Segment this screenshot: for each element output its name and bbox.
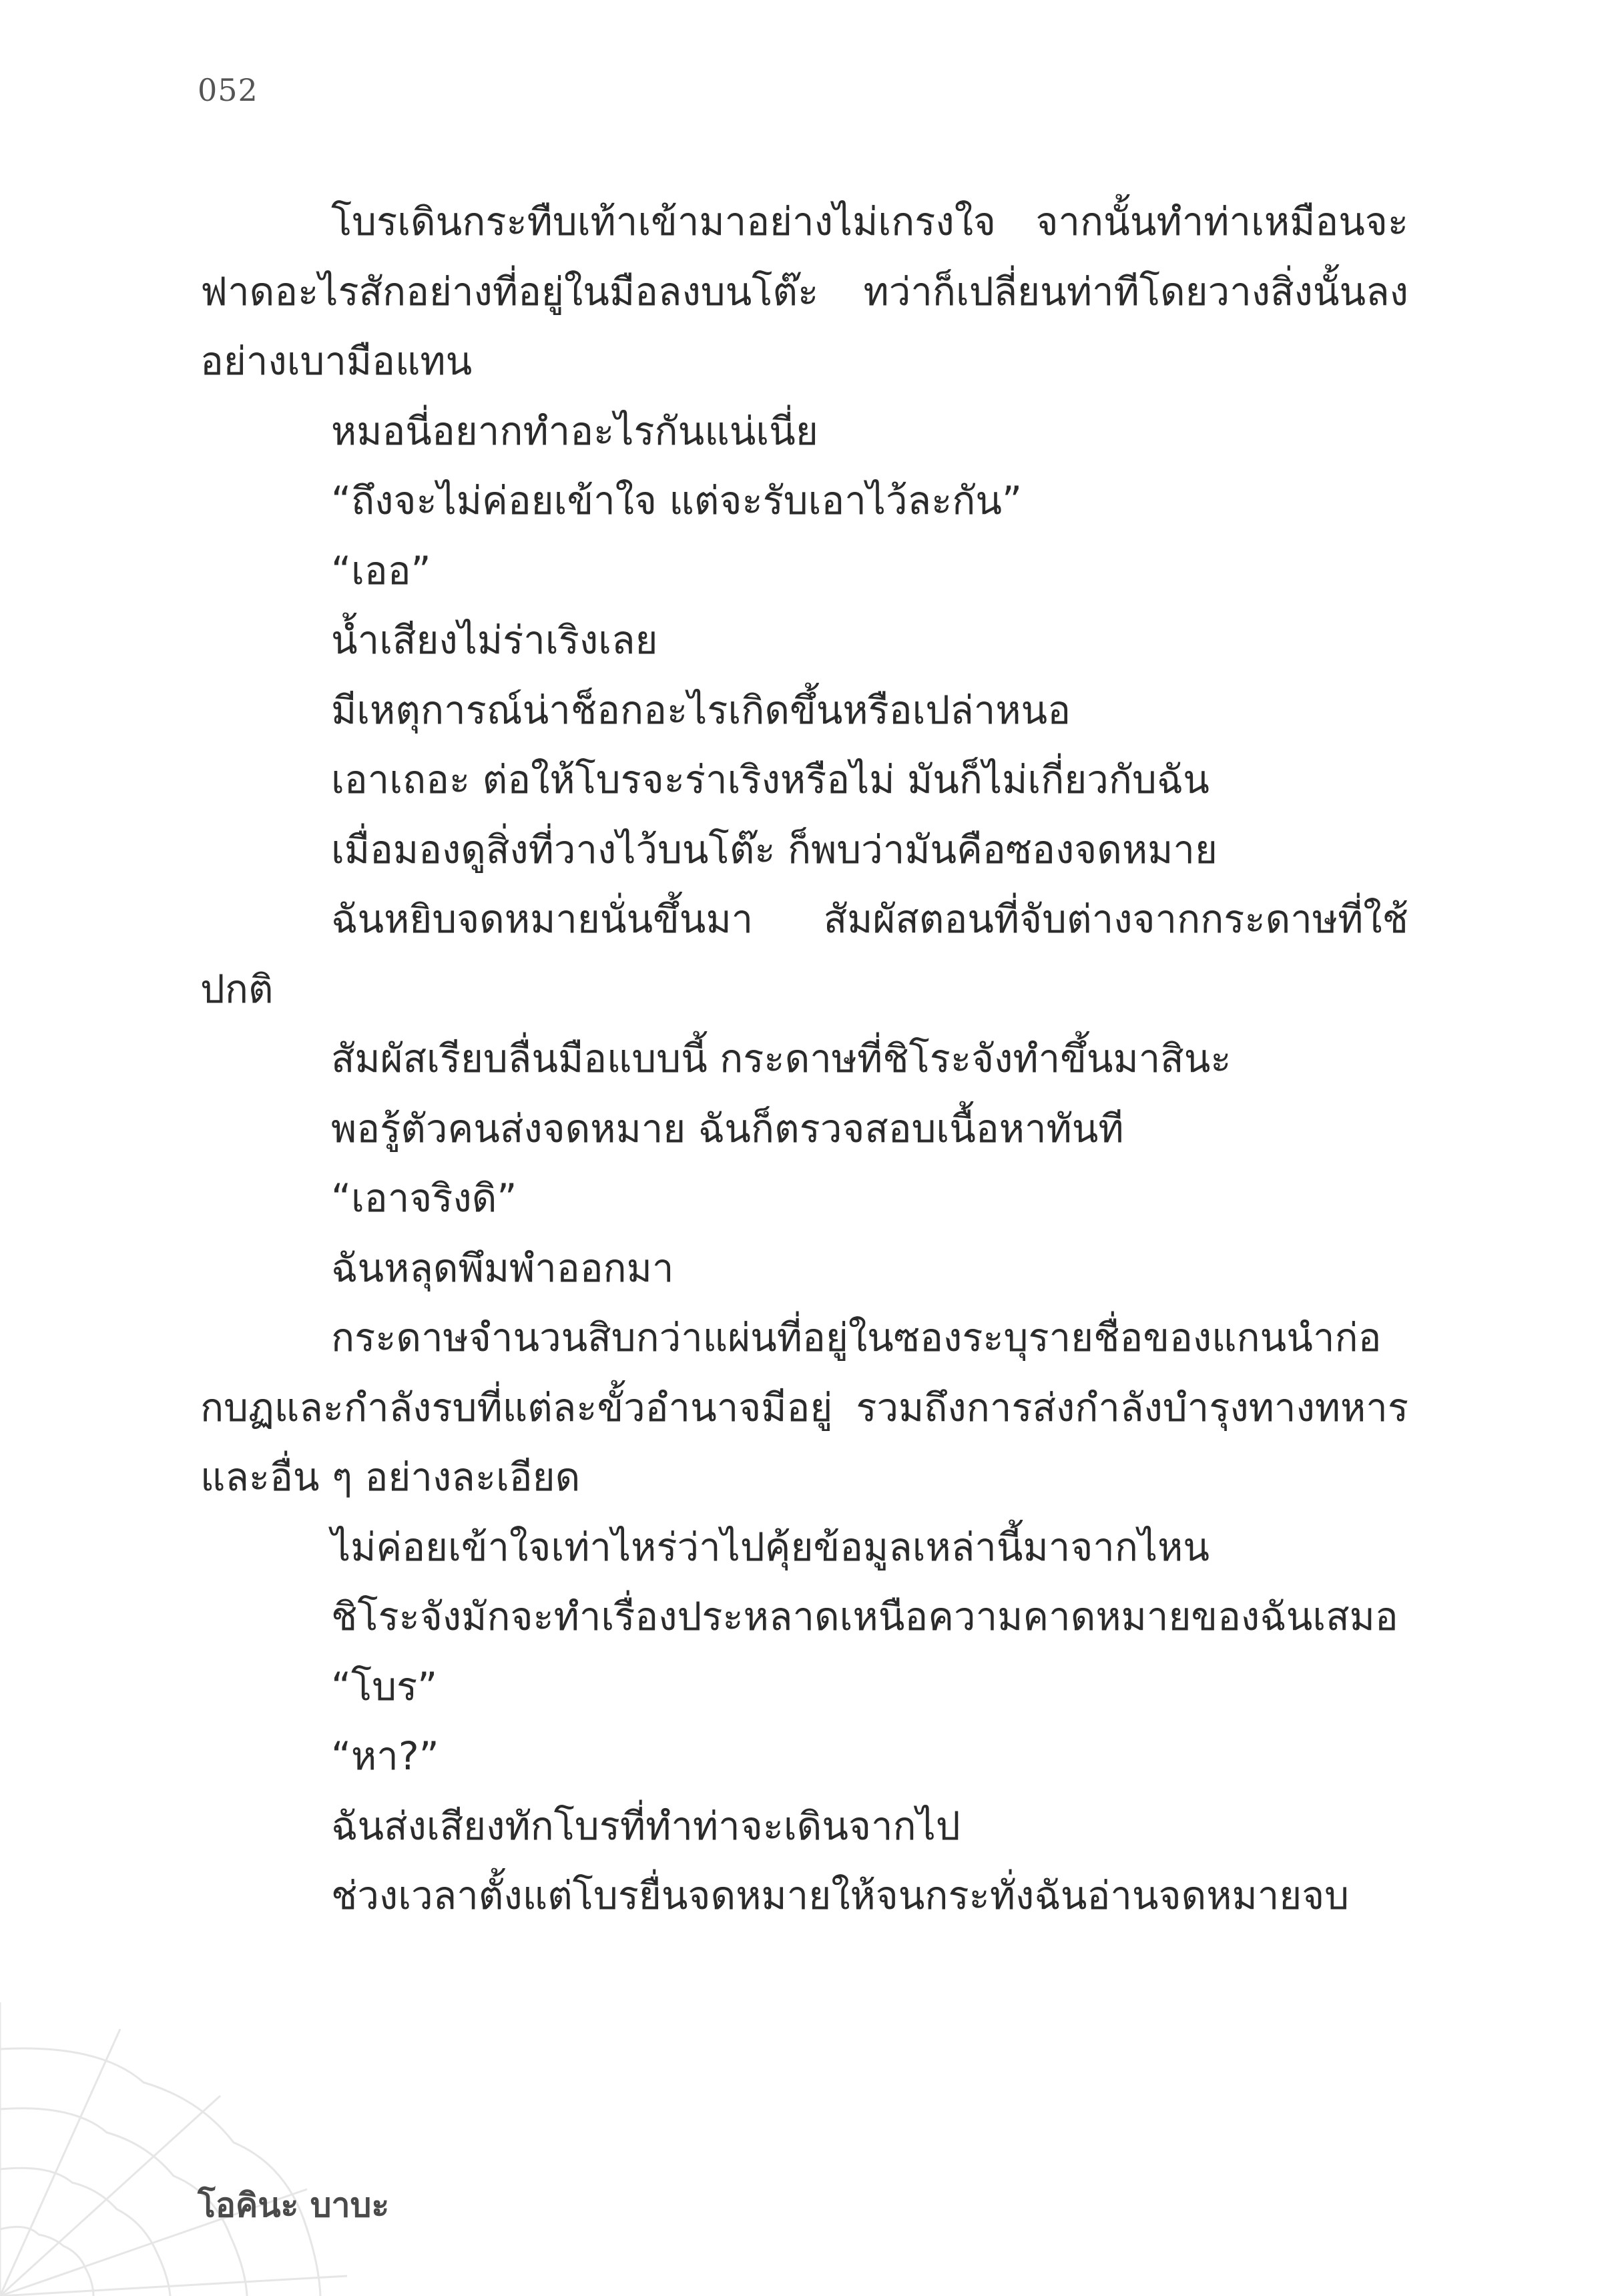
paragraph: น้ำเสียงไม่ร่าเริงเลย — [331, 617, 658, 663]
paragraph: ไม่ค่อยเข้าใจเท่าไหร่ว่าไปคุ้ยข้อมูลเหล่านี้มาจากไหน — [331, 1524, 1210, 1570]
paragraph: มีเหตุการณ์น่าช็อกอะไรเกิดขึ้นหรือเปล่าหนอ — [331, 687, 1071, 733]
paragraph: “ถึงจะไม่ค่อยเข้าใจ แต่จะรับเอาไว้ละกัน” — [331, 478, 1023, 523]
paragraph: หมอนี่อยากทำอะไรกันแน่เนี่ย — [331, 408, 818, 454]
paragraph: ฉันหลุดพึมพำออกมา — [331, 1245, 674, 1291]
paragraph: สัมผัสเรียบลื่นมือแบบนี้ กระดาษที่ชิโระจังทำขึ้นมาสินะ — [331, 1036, 1232, 1081]
paragraph: “หา?” — [331, 1733, 439, 1779]
paragraph: ฉันหยิบจดหมายนั่นขึ้นมา สัมผัสตอนที่จับต่างจากกระดาษที่ใช้ปกติ — [200, 896, 1408, 1012]
body-text — [200, 187, 1408, 1931]
paragraph: “โบร” — [331, 1663, 438, 1709]
paragraph: ช่วงเวลาตั้งแต่โบรยื่นจดหมายให้จนกระทั่งฉันอ่านจดหมายจบ — [331, 1873, 1350, 1918]
paragraph: ฉันส่งเสียงทักโบรที่ทำท่าจะเดินจากไป — [331, 1803, 961, 1849]
paragraph: กระดาษจำนวนสิบกว่าแผ่นที่อยู่ในซองระบุรายชื่อของแกนนำก่อกบฏและกำลังรบที่แต่ละขั้วอำนาจมีอยู่ รวมถึงการส่งกำลังบำรุงทางทหาร และอื่น ๆ อย่างละเอียด — [200, 1315, 1408, 1500]
paragraph: ชิโระจังมักจะทำเรื่องประหลาดเหนือความคาดหมายของฉันเสมอ — [331, 1594, 1398, 1639]
paragraph: เมื่อมองดูสิ่งที่วางไว้บนโต๊ะ ก็พบว่ามันคือซองจดหมาย — [331, 826, 1218, 872]
page-number: 052 — [198, 72, 258, 108]
spider-web-decoration-icon — [0, 1989, 347, 2296]
paragraph: “เออ” — [331, 547, 431, 593]
paragraph: เอาเถอะ ต่อให้โบรจะร่าเริงหรือไม่ มันก็ไม่เกี่ยวกับฉัน — [331, 757, 1210, 802]
footer-author: โอคินะ บาบะ — [198, 2186, 390, 2225]
paragraph: พอรู้ตัวคนส่งจดหมาย ฉันก็ตรวจสอบเนื้อหาทันที — [331, 1105, 1124, 1151]
paragraph: “เอาจริงดิ” — [331, 1175, 517, 1221]
paragraph: โบรเดินกระทืบเท้าเข้ามาอย่างไม่เกรงใจ จากนั้นทำท่าเหมือนจะฟาดอะไรสักอย่างที่อยู่ในมือลงบนโต๊ะ ทว่าก็เปลี่ยนท่าทีโดยวางสิ่งนั้นลงอย่างเบามือแทน — [200, 199, 1408, 384]
